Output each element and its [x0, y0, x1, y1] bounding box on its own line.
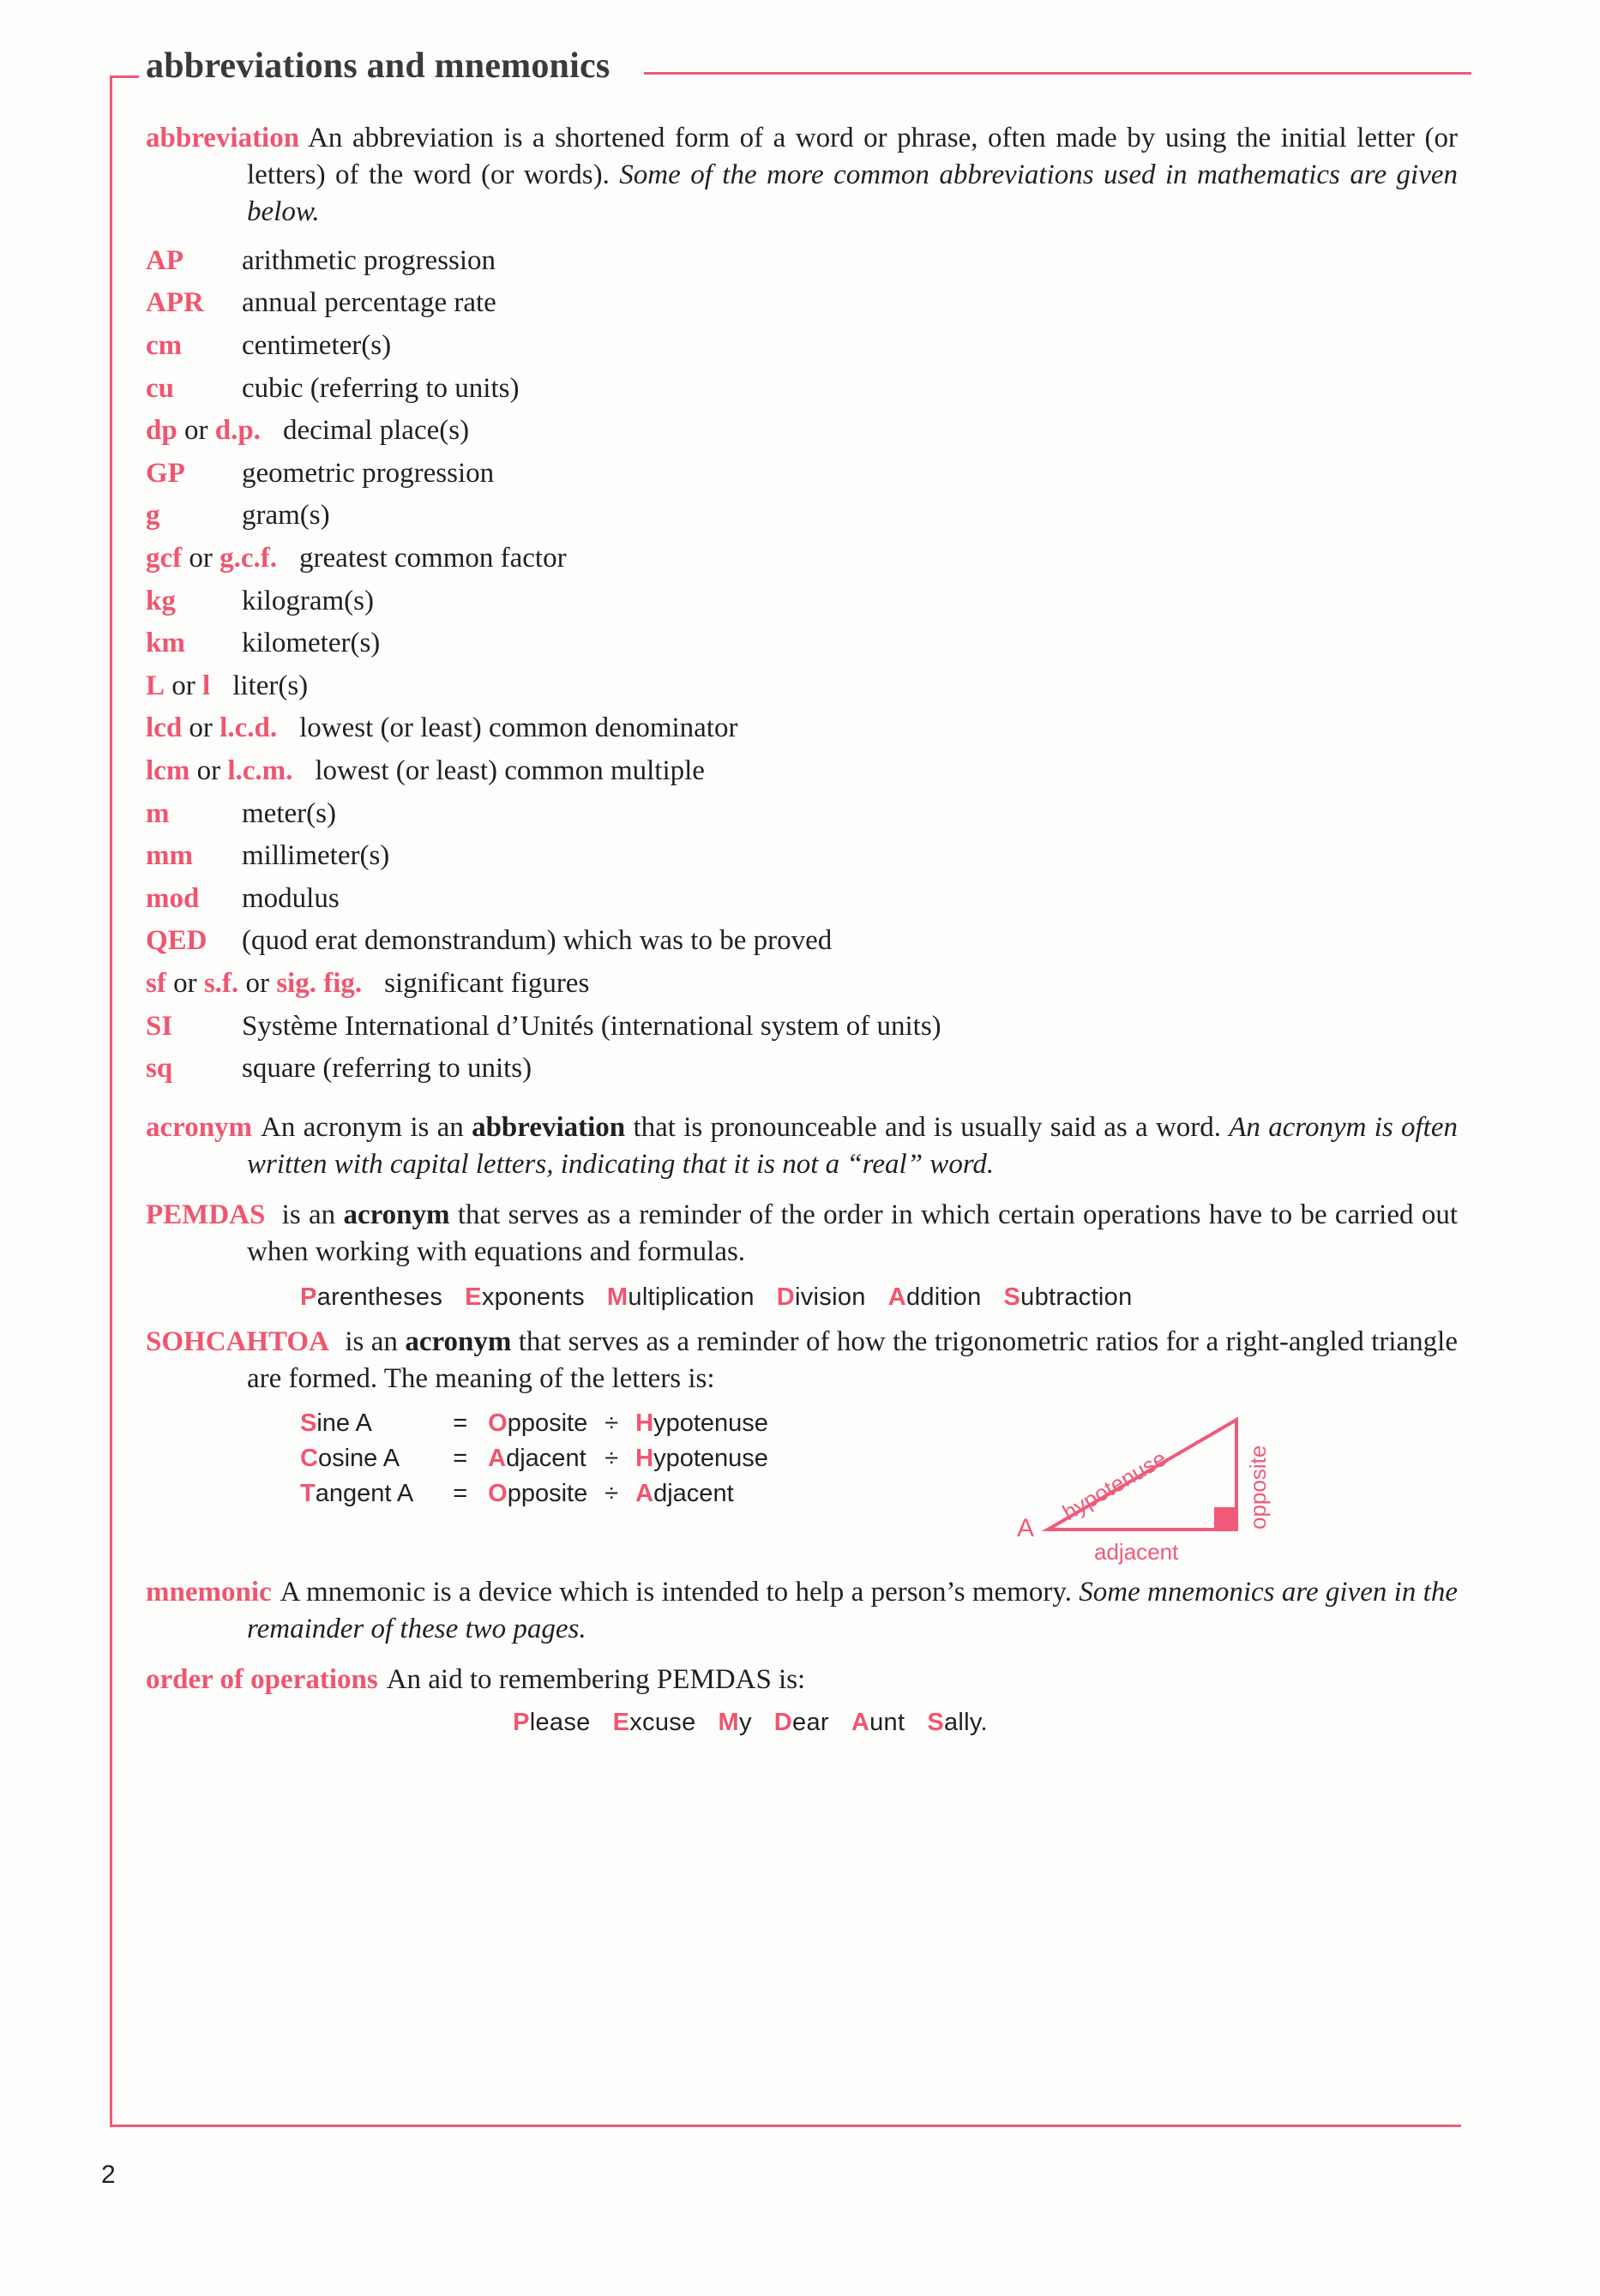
phrase-initial: P: [513, 1708, 530, 1736]
entry-term-order-of-operations: order of operations: [146, 1663, 378, 1695]
abbreviation-value: significant figures: [384, 968, 590, 1000]
pemdas-initial: P: [300, 1283, 317, 1312]
abbreviation-value: (quod erat demonstrandum) which was to be proved: [242, 925, 833, 957]
abbreviation-conjunction: or: [189, 712, 213, 744]
pemdas-initial: E: [465, 1283, 482, 1312]
abbreviation-key: [146, 329, 242, 363]
abbreviation-value: Système International d’Unités (international system of units): [242, 1010, 941, 1042]
right-triangle-figure: [1012, 1401, 1320, 1568]
triangle-adjacent-label: adjacent: [1094, 1539, 1179, 1566]
phrase-initial: S: [927, 1708, 944, 1736]
document-content: [146, 120, 1458, 1749]
trig-function-initial: C: [300, 1445, 318, 1473]
abbreviation-key-text: m: [146, 797, 170, 829]
trig-numerator: [488, 1476, 605, 1512]
trig-numerator-initial: O: [488, 1480, 508, 1508]
phrase-word: ear: [792, 1708, 829, 1736]
abbreviation-value: arithmetic progression: [242, 244, 496, 276]
page-number: 2: [101, 2161, 116, 2189]
trig-numerator: [488, 1441, 605, 1476]
triangle-hypotenuse-label: hypotenuse: [1057, 1445, 1171, 1526]
trig-function-name: [300, 1441, 453, 1476]
pemdas-expansion-line: [146, 1283, 1458, 1312]
pemdas-initial: D: [776, 1283, 796, 1312]
phrase-initial: M: [718, 1708, 739, 1736]
trig-denominator-rest: ypotenuse: [653, 1445, 768, 1473]
trig-ratio-table: [300, 1406, 768, 1512]
phrase-word: unt: [869, 1708, 905, 1736]
abbreviation-key-text: sq: [146, 1053, 173, 1085]
abbreviation-key-text: lcd: [146, 712, 183, 744]
trig-denominator-rest: djacent: [653, 1480, 734, 1508]
abbreviation-conjunction: or: [183, 415, 208, 447]
abbreviation-key: [146, 457, 242, 490]
sohcahtoa-ratios-and-figure: [146, 1406, 1458, 1566]
entry-term-abbreviation: abbreviation: [146, 123, 300, 153]
entry-text-mnemonic-a: A mnemonic is a device which is intended to help a person’s memory.: [280, 1577, 1080, 1608]
header-divider-rule: [644, 72, 1471, 75]
abbreviation-key: [146, 627, 242, 660]
trig-function-rest: osine A: [317, 1445, 400, 1473]
pemdas-word: xponents: [481, 1283, 585, 1312]
triangle-opposite-label: opposite: [1245, 1445, 1271, 1530]
equals-sign: =: [453, 1409, 468, 1438]
abbreviation-key: [146, 372, 242, 406]
abbreviation-key-text: lcm: [146, 754, 190, 786]
entry-bold-acronym: acronym: [405, 1326, 512, 1358]
entry-order-of-operations: [146, 1662, 1458, 1698]
abbreviation-key-text: sf: [146, 968, 166, 1000]
abbreviation-row: [146, 329, 1458, 363]
abbreviation-row: [146, 712, 1458, 745]
trig-denominator: [635, 1441, 768, 1476]
abbreviation-key-alt-text: s.f.: [203, 968, 239, 1000]
trig-function-name: [300, 1476, 453, 1512]
pemdas-word: arentheses: [316, 1283, 443, 1312]
phrase-word: xcuse: [629, 1708, 696, 1736]
pemdas-initial: M: [606, 1283, 629, 1312]
trig-denominator-initial: A: [635, 1480, 654, 1508]
abbreviation-key-text: AP: [146, 244, 183, 276]
abbreviation-value: decimal place(s): [282, 415, 470, 447]
right-angle-marker: [1214, 1507, 1236, 1530]
abbreviation-conjunction: or: [196, 754, 221, 786]
abbreviation-key-alt-text: l: [202, 670, 211, 701]
abbreviation-row: [146, 585, 1458, 618]
abbreviation-row: [146, 499, 1458, 532]
entry-text-acronym-a: An acronym is an: [261, 1111, 472, 1143]
trig-denominator-initial: H: [635, 1409, 654, 1438]
abbreviation-key-text: GP: [146, 457, 185, 489]
pemdas-initial: A: [887, 1283, 906, 1312]
abbreviation-row: [146, 670, 1458, 703]
abbreviation-key-text: SI: [146, 1010, 173, 1042]
entry-text-pemdas-a: is an: [274, 1199, 344, 1230]
trig-function-initial: T: [300, 1480, 316, 1508]
trig-numerator-rest: pposite: [507, 1409, 588, 1438]
abbreviation-conjunction: or: [171, 670, 195, 701]
abbreviation-value: geometric progression: [242, 457, 495, 489]
entry-text-order-of-operations: An aid to remembering PEMDAS is:: [386, 1663, 806, 1695]
page-frame-corner-nub: [110, 75, 139, 78]
entry-term-pemdas: PEMDAS: [146, 1199, 266, 1230]
abbreviation-row: [146, 627, 1458, 660]
abbreviation-row: [146, 457, 1458, 490]
abbreviation-value: lowest (or least) common denominator: [299, 712, 738, 744]
entry-text-abbreviation: An abbreviation is a shortened form of a word or phrase, often made by using the initial letter (or letters) of the word (or words).: [247, 123, 1458, 190]
abbreviation-conjunction-2: or: [245, 968, 269, 1000]
abbreviation-row: [146, 1052, 1458, 1085]
abbreviation-value: centimeter(s): [242, 329, 392, 361]
abbreviation-value: gram(s): [242, 500, 330, 532]
abbreviation-key: [146, 286, 242, 320]
abbreviation-key: [146, 670, 210, 703]
abbreviation-key-text: mod: [146, 882, 200, 914]
entry-sohcahtoa: [146, 1324, 1458, 1397]
abbreviation-key-text: L: [146, 670, 165, 701]
pemdas-word: ddition: [905, 1283, 982, 1312]
entry-term-sohcahtoa: SOHCAHTOA: [146, 1326, 329, 1358]
abbreviation-value: meter(s): [242, 797, 336, 829]
trig-denominator: [635, 1406, 768, 1441]
trig-function-rest: angent A: [315, 1480, 414, 1508]
phrase-initial: E: [612, 1708, 630, 1736]
abbreviation-conjunction: or: [189, 542, 213, 574]
entry-text-mnemonic-italic: Some mnemonics are given in the remainder of these two pages.: [247, 1577, 1458, 1645]
abbreviation-row: [146, 414, 1458, 448]
trig-function-name: [300, 1406, 453, 1441]
abbreviation-conjunction: or: [173, 968, 197, 1000]
abbreviation-key-text: cm: [146, 329, 183, 361]
pemdas-word: ultiplication: [628, 1283, 755, 1312]
abbreviation-value: kilometer(s): [242, 628, 381, 659]
triangle-vertex-label-a: A: [1017, 1514, 1035, 1543]
abbreviation-row: [146, 924, 1458, 958]
abbreviation-row: [146, 882, 1458, 916]
phrase-initial: D: [773, 1708, 793, 1736]
abbreviation-value: lowest (or least) common multiple: [315, 754, 705, 786]
abbreviation-value: millimeter(s): [242, 840, 390, 872]
page-header: [146, 36, 1471, 96]
abbreviation-key: [146, 1010, 242, 1043]
trig-numerator-initial: A: [488, 1445, 507, 1473]
pemdas-initial: S: [1003, 1283, 1021, 1312]
entry-text-acronym-italic: An acronym is often written with capital letters, indicating that it is not a “real” word.: [247, 1111, 1458, 1180]
abbreviation-key: [146, 754, 292, 788]
abbreviation-key: [146, 1052, 242, 1085]
order-of-operations-phrase: [146, 1709, 1458, 1737]
abbreviation-key-text: gcf: [146, 542, 183, 574]
abbreviation-key-text: g: [146, 500, 160, 532]
abbreviation-row: [146, 542, 1458, 575]
entry-text-acronym-b: that is pronounceable and is usually said as a word.: [625, 1111, 1230, 1143]
abbreviation-value: modulus: [242, 882, 340, 914]
abbreviation-value: annual percentage rate: [242, 287, 496, 319]
trig-denominator-rest: ypotenuse: [653, 1409, 768, 1438]
abbreviation-row: [146, 797, 1458, 831]
trig-numerator: [488, 1406, 605, 1441]
equals-sign: =: [453, 1445, 468, 1473]
abbreviation-row: [146, 244, 1458, 278]
abbreviation-value: cubic (referring to units): [242, 372, 520, 404]
abbreviation-value: square (referring to units): [242, 1053, 532, 1085]
abbreviation-key: [146, 797, 242, 831]
abbreviation-row: [146, 839, 1458, 873]
trig-ratio-row: [300, 1406, 768, 1441]
abbreviation-key-alt-text: d.p.: [214, 415, 261, 447]
abbreviation-key-alt-text: g.c.f.: [220, 542, 278, 574]
trig-denominator-initial: H: [635, 1445, 654, 1473]
pemdas-word: ivision: [795, 1283, 866, 1312]
trig-ratio-row: [300, 1441, 768, 1476]
division-sign: ÷: [605, 1480, 619, 1508]
abbreviation-key: [146, 839, 242, 873]
abbreviation-row: [146, 372, 1458, 406]
trig-numerator-rest: pposite: [507, 1480, 588, 1508]
abbreviation-list: [146, 244, 1458, 1085]
abbreviation-key: [146, 585, 242, 618]
entry-text-pemdas-b: that serves as a reminder of the order in which certain operations have to be carried out when working with equations and formulas.: [247, 1199, 1458, 1267]
entry-term-mnemonic: mnemonic: [146, 1577, 272, 1608]
entry-mnemonic: [146, 1574, 1458, 1648]
abbreviation-key-text: APR: [146, 287, 204, 319]
abbreviation-value: greatest common factor: [299, 542, 567, 574]
phrase-word: y: [738, 1708, 752, 1736]
abbreviation-key: [146, 924, 242, 958]
page-frame-bottom-rule: [110, 2125, 1461, 2127]
abbreviation-key-text: cu: [146, 372, 174, 404]
entry-bold-abbreviation: abbreviation: [472, 1111, 626, 1143]
abbreviation-key-text: mm: [146, 840, 193, 872]
phrase-word: ally.: [943, 1708, 988, 1736]
entry-bold-acronym: acronym: [343, 1199, 450, 1230]
abbreviation-key-alt-text: l.c.d.: [220, 712, 278, 744]
trig-denominator: [635, 1476, 768, 1512]
abbreviation-key-alt2-text: sig. fig.: [276, 968, 363, 1000]
abbreviation-key-text: kg: [146, 585, 176, 616]
abbreviation-key-alt-text: l.c.m.: [227, 754, 293, 786]
abbreviation-row: [146, 754, 1458, 788]
phrase-initial: A: [851, 1708, 870, 1736]
division-sign: ÷: [605, 1445, 619, 1473]
pemdas-word: ubtraction: [1020, 1283, 1133, 1312]
trig-ratio-row: [300, 1476, 768, 1512]
abbreviation-value: kilogram(s): [242, 585, 374, 616]
abbreviation-key-text: dp: [146, 415, 177, 447]
abbreviation-key-text: km: [146, 628, 185, 659]
entry-text-sohcahtoa-a: is an: [337, 1326, 406, 1358]
trig-numerator-initial: O: [488, 1409, 508, 1438]
abbreviation-row: [146, 967, 1458, 1001]
entry-term-acronym: acronym: [146, 1111, 253, 1143]
entry-acronym: [146, 1109, 1458, 1183]
abbreviation-key: [146, 542, 277, 575]
entry-text-sohcahtoa-b: that serves as a reminder of how the trigonometric ratios for a right-angled triangle are formed. The meaning of the letters is:: [247, 1326, 1458, 1395]
abbreviation-row: [146, 1010, 1458, 1043]
abbreviation-key: [146, 882, 242, 916]
abbreviation-key: [146, 967, 362, 1001]
entry-text-abbreviation-italic: Some of the more common abbreviations used in mathematics are given below.: [247, 159, 1458, 227]
trig-numerator-rest: djacent: [506, 1445, 586, 1473]
equals-sign: =: [453, 1480, 468, 1508]
page-frame-left-rule: [110, 75, 112, 2126]
abbreviation-key-text: QED: [146, 925, 208, 957]
entry-abbreviation: [146, 120, 1458, 231]
abbreviation-value: liter(s): [232, 670, 309, 701]
trig-function-initial: S: [300, 1409, 317, 1438]
trig-function-rest: ine A: [316, 1409, 372, 1438]
phrase-word: lease: [529, 1708, 591, 1736]
page-title: abbreviations and mnemonics: [146, 46, 611, 86]
abbreviation-key: [146, 499, 242, 532]
abbreviation-key: [146, 712, 277, 745]
entry-pemdas: [146, 1197, 1458, 1271]
abbreviation-key: [146, 244, 242, 278]
division-sign: ÷: [605, 1409, 619, 1438]
abbreviation-row: [146, 286, 1458, 320]
abbreviation-key: [146, 414, 261, 448]
